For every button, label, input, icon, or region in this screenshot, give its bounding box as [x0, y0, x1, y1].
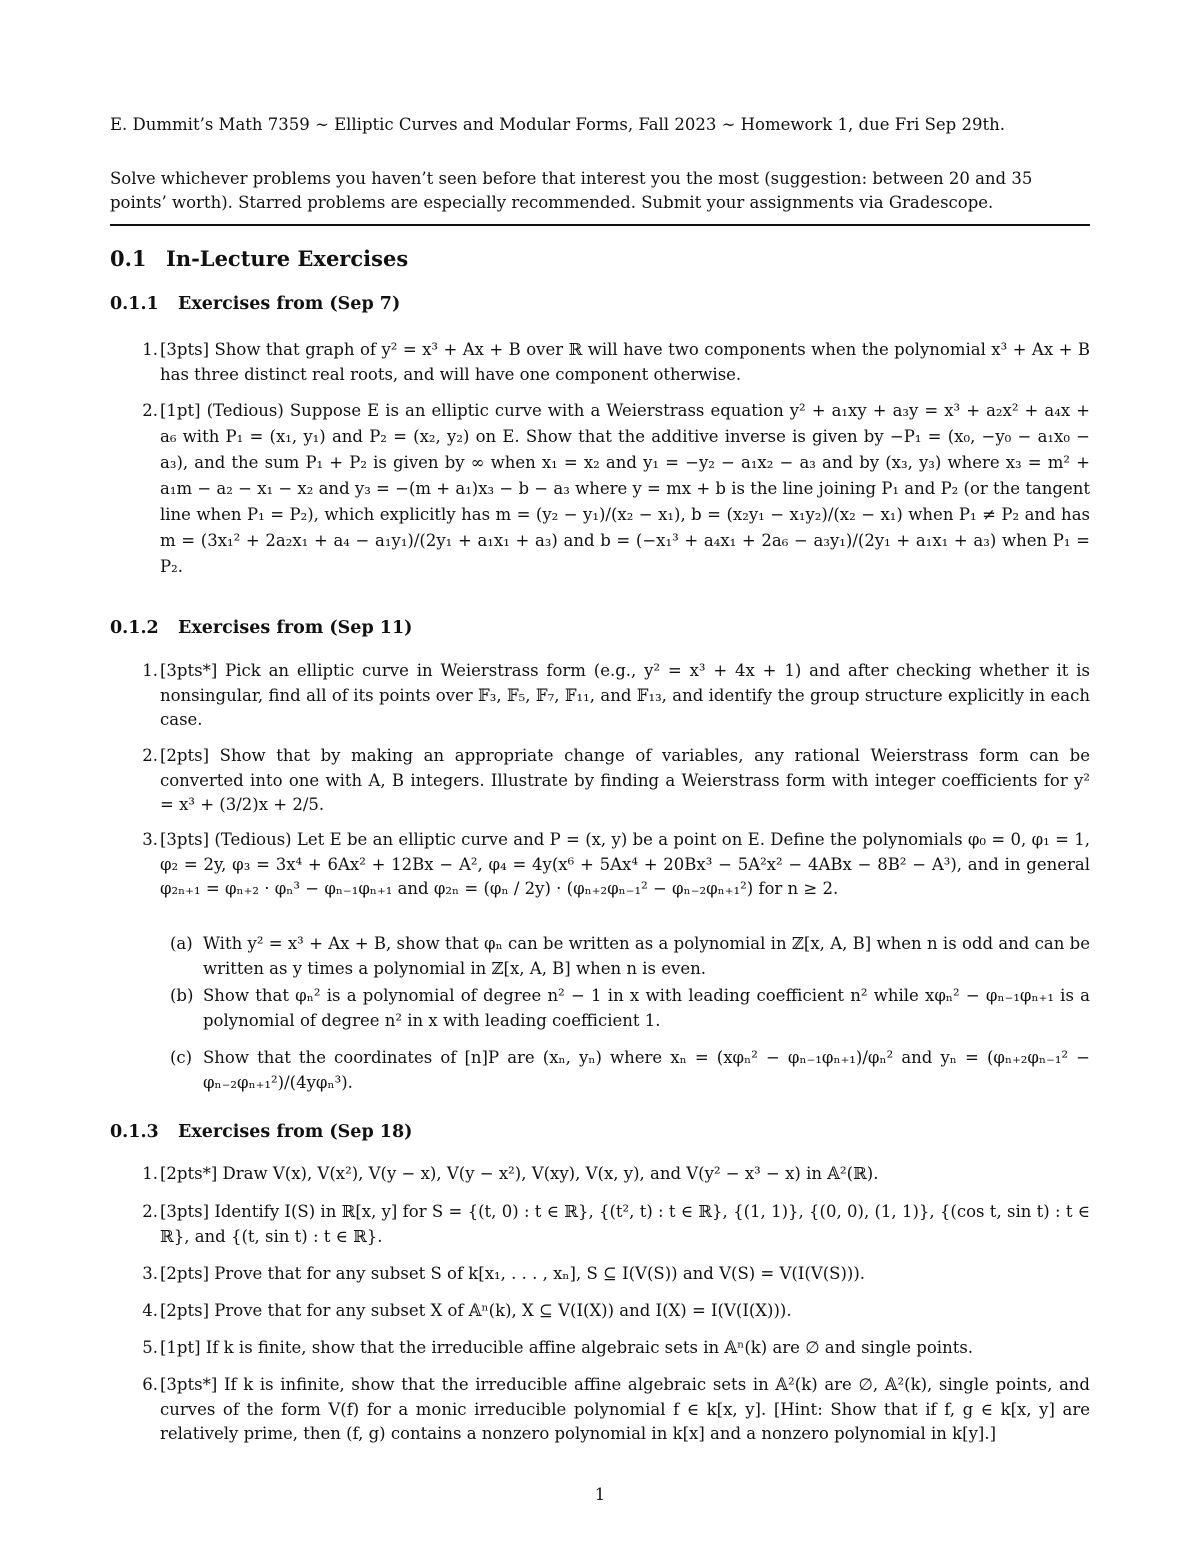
subpart-item: [170, 984, 1090, 1033]
problem-item: [130, 1262, 1090, 1287]
problem-label: 5.: [142, 1338, 158, 1357]
problem-item: [130, 1299, 1090, 1324]
problem-text: [3pts*] Pick an elliptic curve in Weierstrass form (e.g., y² = x³ + 4x + 1) and after checking whether it is nonsingular, find all of its points over 𝔽₃, 𝔽₅, 𝔽₇, 𝔽₁₁, and 𝔽₁₃, and identify the group structure explicitly in each case.: [160, 661, 1090, 729]
course-header: E. Dummit’s Math 7359 ∼ Elliptic Curves and Modular Forms, Fall 2023 ∼ Homework 1, due Fri Sep 29th.: [110, 115, 1005, 134]
problem-label: 2.: [142, 746, 158, 765]
subsection-number: 0.1.2: [110, 618, 159, 638]
problem-text: [3pts] Identify I(S) in ℝ[x, y] for S = {(t, 0) : t ∈ ℝ}, {(t², t) : t ∈ ℝ}, {(1, 1)}, {(0, 0), (1, 1)}, {(cos t, sin t) : t ∈ ℝ}, and {(t, sin t) : t ∈ ℝ}.: [160, 1202, 1090, 1246]
subpart-item: [170, 932, 1090, 981]
problem-label: 2.: [142, 401, 158, 420]
problem-label: 1.: [142, 1164, 158, 1183]
problem-label: 1.: [142, 661, 158, 680]
section-number: 0.1: [110, 246, 147, 271]
problem-label: 3.: [142, 1264, 158, 1283]
subpart-label: (b): [170, 986, 194, 1005]
subpart-item: [170, 1046, 1090, 1095]
subpart-label: (a): [170, 934, 193, 953]
subpart-label: (c): [170, 1048, 193, 1067]
problem-label: 4.: [142, 1301, 158, 1320]
problem-item: [130, 1200, 1090, 1249]
subsection-heading: [110, 294, 400, 314]
problem-text: [1pt] (Tedious) Suppose E is an elliptic curve with a Weierstrass equation y² + a₁xy + a₃y = x³ + a₂x² + a₄x + a₆ with P₁ = (x₁, y₁) and P₂ = (x₂, y₂) on E. Show that the additive inverse is given by −P₁ = (x₀, −y₀ − a₁x₀ − a₃), and the sum P₁ + P₂ is given by ∞ when x₁ = x₂ and y₁ = −y₂ − a₁x₂ − a₃ and by (x₃, y₃) where x₃ = m² + a₁m − a₂ − x₁ − x₂ and y₃ = −(m + a₁)x₃ − b − a₃ where y = mx + b is the line joining P₁ and P₂ (or the tangent line when P₁ = P₂), which explicitly has m = (y₂ − y₁)/(x₂ − x₁), b = (x₂y₁ − x₁y₂)/(x₂ − x₁) when P₁ ≠ P₂ and has m = (3x₁² + 2a₂x₁ + a₄ − a₁y₁)/(2y₁ + a₁x₁ + a₃) and b = (−x₁³ + a₄x₁ + 2a₆ − a₃y₁)/(2y₁ + a₁x₁ + a₃) when P₁ = P₂.: [160, 401, 1090, 576]
subsection-title: Exercises from (Sep 18): [178, 1122, 413, 1142]
intro-paragraph: Solve whichever problems you haven’t seen before that interest you the most (suggestion: between 20 and 35 points’ worth). Starred problems are especially recommended. Submit your assignments via Gradescope.: [110, 169, 1033, 212]
problem-label: 3.: [142, 830, 158, 849]
problem-label: 2.: [142, 1202, 158, 1221]
problem-item: [130, 1373, 1090, 1447]
problem-item: [130, 1336, 1090, 1361]
subsection-heading: [110, 618, 412, 638]
problem-item: [130, 338, 1090, 387]
problem-text: [3pts] Show that graph of y² = x³ + Ax + B over ℝ will have two components when the polynomial x³ + Ax + B has three distinct real roots, and will have one component otherwise.: [160, 340, 1090, 384]
problem-text: [2pts] Prove that for any subset S of k[x₁, . . . , xₙ], S ⊆ I(V(S)) and V(S) = V(I(V(S))).: [160, 1264, 866, 1283]
problem-item: [130, 1162, 1090, 1187]
subsection-number: 0.1.1: [110, 294, 159, 314]
subsection-title: Exercises from (Sep 7): [178, 294, 401, 314]
page-number: 1: [594, 1485, 606, 1504]
header-divider: [110, 224, 1090, 226]
subpart-text: With y² = x³ + Ax + B, show that φₙ can be written as a polynomial in ℤ[x, A, B] when n is odd and can be written as y times a polynomial in ℤ[x, A, B] when n is even.: [203, 934, 1090, 978]
subpart-text: Show that the coordinates of [n]P are (xₙ, yₙ) where xₙ = (xφₙ² − φₙ₋₁φₙ₊₁)/φₙ² and yₙ = (φₙ₊₂φₙ₋₁² − φₙ₋₂φₙ₊₁²)/(4yφₙ³).: [203, 1048, 1090, 1092]
problem-item: [130, 828, 1090, 902]
subsection-heading: [110, 1122, 412, 1142]
problem-label: 1.: [142, 340, 158, 359]
problem-item: [130, 744, 1090, 818]
subsection-number: 0.1.3: [110, 1122, 159, 1142]
section-title: In-Lecture Exercises: [166, 246, 409, 271]
subpart-text: Show that φₙ² is a polynomial of degree n² − 1 in x with leading coefficient n² while xφₙ² − φₙ₋₁φₙ₊₁ is a polynomial of degree n² in x with leading coefficient 1.: [203, 986, 1090, 1030]
problem-item: [130, 398, 1090, 580]
problem-text: [2pts*] Draw V(x), V(x²), V(y − x), V(y − x²), V(xy), V(x, y), and V(y² − x³ − x) in 𝔸²(ℝ).: [160, 1164, 879, 1183]
problem-text: [3pts*] If k is infinite, show that the irreducible affine algebraic sets in 𝔸²(k) are ∅, 𝔸²(k), single points, and curves of the form V(f) for a monic irreducible polynomial f ∈ k[x, y]. [Hint: Show that if f, g ∈ k[x, y] are relatively prime, then (f, g) contains a nonzero polynomial in k[x] and a nonzero polynomial in k[y].]: [160, 1375, 1090, 1443]
section-heading: [110, 246, 408, 271]
problem-label: 6.: [142, 1375, 158, 1394]
problem-item: [130, 659, 1090, 733]
subsection-title: Exercises from (Sep 11): [178, 618, 413, 638]
problem-text: [2pts] Prove that for any subset X of 𝔸ⁿ(k), X ⊆ V(I(X)) and I(X) = I(V(I(X))).: [160, 1301, 792, 1320]
problem-text: [3pts] (Tedious) Let E be an elliptic curve and P = (x, y) be a point on E. Define the polynomials φ₀ = 0, φ₁ = 1, φ₂ = 2y, φ₃ = 3x⁴ + 6Ax² + 12Bx − A², φ₄ = 4y(x⁶ + 5Ax⁴ + 20Bx³ − 5A²x² − 4ABx − 8B² − A³), and in general φ₂ₙ₊₁ = φₙ₊₂ · φₙ³ − φₙ₋₁φₙ₊₁ and φ₂ₙ = (φₙ / 2y) · (φₙ₊₂φₙ₋₁² − φₙ₋₂φₙ₊₁²) for n ≥ 2.: [160, 830, 1090, 898]
problem-text: [2pts] Show that by making an appropriate change of variables, any rational Weierstrass form can be converted into one with A, B integers. Illustrate by finding a Weierstrass form with integer coefficients for y² = x³ + (3/2)x + 2/5.: [160, 746, 1090, 814]
problem-text: [1pt] If k is finite, show that the irreducible affine algebraic sets in 𝔸ⁿ(k) are ∅ and single points.: [160, 1338, 974, 1357]
